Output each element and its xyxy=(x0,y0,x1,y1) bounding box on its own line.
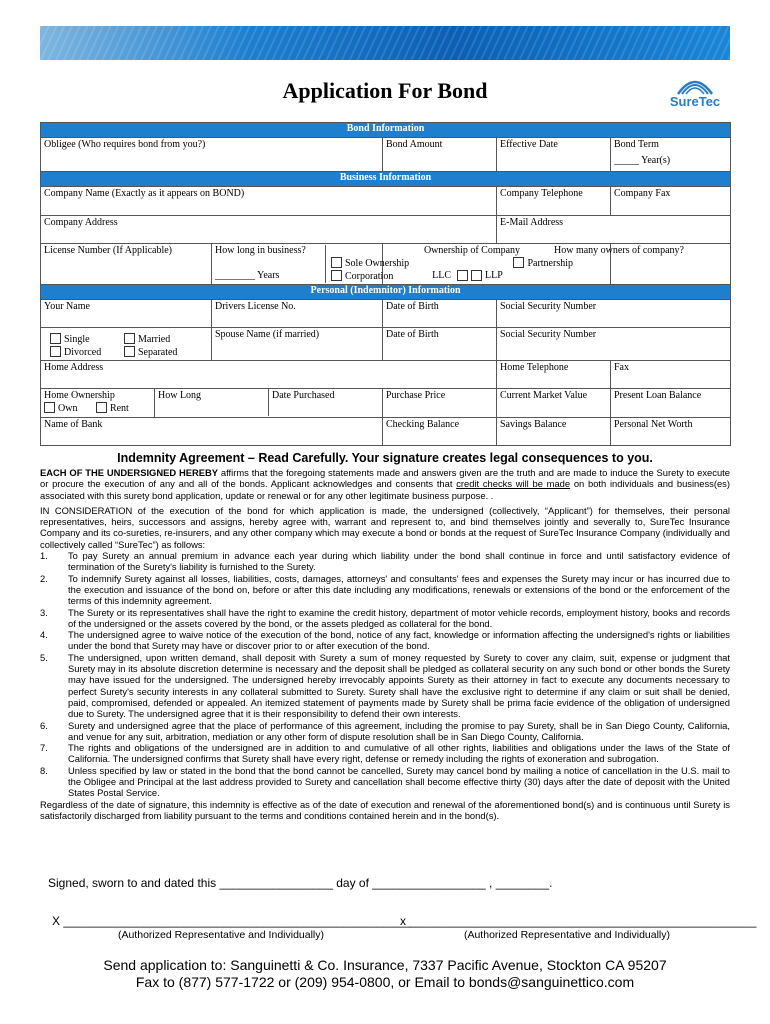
term-text: The Surety or its representatives shall have the right to examine the credit history, department of motor vehicle records, employment history, books and records of the undersigned or the assets covered by the bond, or the assets pledged as collateral for the bond. xyxy=(68,606,730,629)
agreement-term xyxy=(40,652,730,720)
company-fax-field[interactable] xyxy=(611,187,731,216)
term-text: The undersigned agree to waive notice of the execution of the bond, notice of any fact, knowledge or information affecting the undersigned's rights or liabilities under the bond that Surety may have or discover prior to or after execution of the bond. xyxy=(68,629,730,652)
home-telephone-label: Home Telephone xyxy=(500,362,569,373)
home-telephone-field[interactable] xyxy=(497,361,611,389)
separated-checkbox[interactable] xyxy=(124,346,135,357)
sole-ownership-checkbox[interactable] xyxy=(331,257,342,268)
term-text: To pay Surety an annual premium in advance each year during which liability under the bond shall continue in force and until satisfactory evidence of termination of the Surety's liability is furnished to the Surety. xyxy=(68,550,730,573)
company-telephone-label: Company Telephone xyxy=(500,188,583,199)
how-long-business-field[interactable] xyxy=(212,245,326,283)
license-number-label: License Number (If Applicable) xyxy=(44,245,173,256)
separated-label: Separated xyxy=(138,347,178,358)
company-address-field[interactable] xyxy=(41,216,497,244)
rent-label: Rent xyxy=(109,403,129,414)
term-number: 7. xyxy=(40,742,48,754)
partnership-label: Partnership xyxy=(527,258,573,269)
signature-caption-2: (Authorized Representative and Individually) xyxy=(463,929,671,941)
bond-amount-field[interactable] xyxy=(383,138,497,172)
term-number: 4. xyxy=(40,629,48,641)
single-label: Single xyxy=(64,334,90,345)
suretec-logo xyxy=(660,72,730,112)
effective-date-field[interactable] xyxy=(497,138,611,172)
how-long-field[interactable] xyxy=(155,389,269,416)
drivers-license-label: Drivers License No. xyxy=(215,301,296,312)
email-label: E-Mail Address xyxy=(500,217,564,228)
term-text: The undersigned, upon written demand, shall deposit with Surety a sum of money requested by Surety to cover any claim, suit, expense or judgment that Surety may in its absolute discretion determine is necessary and the deposit shall be pledged as collateral security on any such bond or other bonds the Surety may have issued for the undersigned. The undersigned hereby irrevocably appoints Surety as their attorney in fact to execute any documents necessary to perfect Surety's security interests in any collateral submitted to Surety. Surety shall have the exclusive right to determine if any claim or suit shall be denied, paid, compromised, defended or appealed. An itemized statement of payments made by Surety shall be prima facie evidence of the obligation of undersigned due to Surety. The undersigned agree that it is their responsibility to defend their own interests. xyxy=(68,651,730,720)
savings-balance-field[interactable] xyxy=(497,418,611,446)
llc-label: LLC xyxy=(432,270,451,281)
home-address-field[interactable] xyxy=(41,361,497,389)
agreement-term xyxy=(40,742,730,765)
married-checkbox[interactable] xyxy=(124,333,135,344)
signed-dated-line[interactable]: Signed, sworn to and dated this _________________ day of _________________ , ________. xyxy=(48,876,553,890)
rent-checkbox[interactable] xyxy=(96,402,107,413)
agreement-term xyxy=(40,629,730,652)
agreement-title: Indemnity Agreement – Read Carefully. Your signature creates legal consequences to you. xyxy=(117,451,653,465)
credit-check-notice: credit checks will be made xyxy=(456,478,571,490)
term-text: To indemnify Surety against all losses, liabilities, costs, damages, attorneys' and consultants' fees and expenses the Surety may incur or has incurred due to the execution and issuance of the bond on, before or after this date including any modifications, renewals or extensions of the bond or the enforcement of the terms of this indemnity agreement. xyxy=(68,572,730,607)
home-ownership-label: Home Ownership xyxy=(44,390,115,401)
fax-label: Fax xyxy=(614,362,629,373)
home-ownership-field xyxy=(41,389,155,418)
agreement-term xyxy=(40,765,730,799)
section-personal-information: Personal (Indemnitor) Information xyxy=(41,285,731,300)
spouse-name-label: Spouse Name (if married) xyxy=(215,329,320,340)
signature-line-2[interactable]: x ____________________________________________________ xyxy=(400,914,757,928)
agreement-term xyxy=(40,573,730,607)
how-long-date-cell xyxy=(155,389,383,418)
term-number: 6. xyxy=(40,719,48,731)
spouse-ssn-label: Social Security Number xyxy=(500,329,597,340)
llc-checkbox[interactable] xyxy=(457,270,468,281)
bank-name-field[interactable] xyxy=(41,418,383,446)
obligee-field[interactable] xyxy=(41,138,383,172)
company-fax-label: Company Fax xyxy=(614,188,671,199)
llp-checkbox[interactable] xyxy=(471,270,482,281)
checking-balance-label: Checking Balance xyxy=(386,419,460,430)
spouse-ssn-field[interactable] xyxy=(497,328,731,361)
purchase-price-field[interactable] xyxy=(383,389,497,418)
effective-date-label: Effective Date xyxy=(500,139,558,150)
net-worth-field[interactable] xyxy=(611,418,731,446)
bank-name-label: Name of Bank xyxy=(44,419,103,430)
net-worth-label: Personal Net Worth xyxy=(614,419,693,430)
ownership-label: Ownership of Company xyxy=(423,245,521,256)
signature-caption-1: (Authorized Representative and Individually) xyxy=(117,929,325,941)
fax-field[interactable] xyxy=(611,361,731,389)
purchase-price-label: Purchase Price xyxy=(386,390,446,401)
term-number: 2. xyxy=(40,572,48,584)
company-name-label: Company Name (Exactly as it appears on BOND) xyxy=(44,188,245,199)
agreement-closing: Regardless of the date of signature, this indemnity is effective as of the date of execution and renewal of the aforementioned bond(s) and is continuous until Surety is satisfactorily discharged from liability pursuant to the terms and conditions contained herein and in the bond(s). xyxy=(40,798,730,821)
loan-balance-field[interactable] xyxy=(611,389,731,418)
married-label: Married xyxy=(138,334,171,345)
savings-balance-label: Savings Balance xyxy=(500,419,567,430)
term-text: Surety and undersigned agree that the place of performance of this agreement, including the promise to pay Surety, shall be in San Diego County, California, and venue for any suit, arbitration, mediation or any other form of dispute resolution shall be in San Diego County, California. xyxy=(68,719,730,742)
market-value-label: Current Market Value xyxy=(500,390,588,401)
term-number: 1. xyxy=(40,550,48,562)
date-purchased-field[interactable] xyxy=(269,389,382,416)
logo-name: SureTec xyxy=(669,94,721,109)
owners-count-label: How many owners of company? xyxy=(554,245,684,256)
dob-label: Date of Birth xyxy=(386,301,439,312)
header-banner xyxy=(40,26,730,60)
term-text: Unless specified by law or stated in the bond that the bond cannot be cancelled, Surety may cancel bond by mailing a notice of cancellation in the U.S. mail to the Obligee and Principal at the last address provided to Surety and cancellation shall become effective thirty (30) days after the date of deposit with the United States Postal Service. xyxy=(68,764,730,799)
single-checkbox[interactable] xyxy=(50,333,61,344)
how-long-label: How Long xyxy=(158,390,202,401)
company-address-label: Company Address xyxy=(44,217,118,228)
date-purchased-label: Date Purchased xyxy=(272,390,335,401)
years-blank: ________ Years xyxy=(215,270,280,281)
agreement-lead xyxy=(40,467,730,501)
dob-field[interactable] xyxy=(383,300,497,328)
ssn-field[interactable] xyxy=(497,300,731,328)
agreement-term xyxy=(40,607,730,630)
your-name-field[interactable] xyxy=(41,300,212,328)
marital-status-field xyxy=(41,328,212,361)
section-bond-information: Bond Information xyxy=(41,123,731,138)
company-name-field[interactable] xyxy=(41,187,497,216)
bond-application-form xyxy=(40,122,731,446)
bond-term-label: Bond Term xyxy=(614,139,659,150)
term-number: 5. xyxy=(40,651,48,663)
own-checkbox[interactable] xyxy=(44,402,55,413)
footer-mail-address: Send application to: Sanguinetti & Co. Insurance, 7337 Pacific Avenue, Stockton CA 95207 xyxy=(103,957,667,973)
term-number: 3. xyxy=(40,606,48,618)
term-text: The rights and obligations of the undersigned are in addition to and cumulative of all other rights, liabilities and obligations under the laws of the State of California. The undersigned confirms that Surety shall have every right, defense or remedy including the rights of exoneration and subrogation. xyxy=(68,742,730,765)
corporation-checkbox[interactable] xyxy=(331,270,342,281)
agreement-terms-list xyxy=(40,550,730,799)
spouse-dob-label: Date of Birth xyxy=(386,329,439,340)
own-label: Own xyxy=(58,403,78,414)
banner-pattern xyxy=(40,26,730,60)
section-business-information: Business Information xyxy=(41,172,731,187)
how-long-business-label: How long in business? xyxy=(215,245,306,256)
spouse-dob-field[interactable] xyxy=(383,328,497,361)
owners-count-field[interactable] xyxy=(554,244,731,285)
bond-amount-label: Bond Amount xyxy=(386,139,443,150)
logo-arc-icon xyxy=(660,72,730,96)
drivers-license-field[interactable] xyxy=(212,300,383,328)
market-value-field[interactable] xyxy=(497,389,611,418)
bond-term-years: _____ Year(s) xyxy=(614,155,671,166)
divorced-label: Divorced xyxy=(64,347,102,358)
agreement-consideration: IN CONSIDERATION of the execution of the bond for which application is made, the undersigned (collectively, “Applicant”) for themselves, their personal representatives, heirs, successors and assigns, hereby agree with, warrant and represent to, and bind themselves jointly and severally to, SureTec Insurance Company and its co-sureties, re-insurers, and any other company which may execute a bond or bonds at the request of SureTec Insurance Company (individually and collectively called “SureTec”) as follows: xyxy=(40,504,730,550)
license-number-field[interactable] xyxy=(41,244,212,285)
partnership-checkbox[interactable] xyxy=(513,257,524,268)
agreement-lead-bold: EACH OF THE UNDERSIGNED HEREBY xyxy=(40,467,219,478)
agreement-lead-b: on both individuals and business(es) associated with this surety bond application, update or renewal or for any other legitimate business purpose. . xyxy=(40,478,730,501)
llp-label: LLP xyxy=(485,270,503,281)
your-name-label: Your Name xyxy=(44,301,90,312)
signature-line-1[interactable]: X ____________________________________________________ xyxy=(52,914,411,928)
email-field[interactable] xyxy=(497,216,731,244)
agreement-term xyxy=(40,550,730,573)
agreement-term xyxy=(40,720,730,743)
obligee-label: Obligee (Who requires bond from you?) xyxy=(44,139,206,150)
bond-term-field[interactable] xyxy=(611,138,731,172)
spouse-name-field[interactable] xyxy=(212,328,383,361)
checking-balance-field[interactable] xyxy=(383,418,497,446)
corporation-label: Corporation xyxy=(345,271,394,282)
sole-ownership-label: Sole Ownership xyxy=(345,258,410,269)
loan-balance-label: Present Loan Balance xyxy=(614,390,702,401)
footer-fax-email: Fax to (877) 577-1722 or (209) 954-0800, or Email to bonds@sanguinettico.com xyxy=(135,974,635,990)
agreement-body xyxy=(40,467,730,821)
ssn-label: Social Security Number xyxy=(500,301,597,312)
divorced-checkbox[interactable] xyxy=(50,346,61,357)
term-number: 8. xyxy=(40,764,48,776)
home-address-label: Home Address xyxy=(44,362,104,373)
agreement-lead-a: affirms that the foregoing statements made and answers given are the truth and are made to induce the Surety to execute or procure the execution of any and all of the bonds. Applicant acknowledges and consents that xyxy=(40,467,730,490)
company-telephone-field[interactable] xyxy=(497,187,611,216)
page-title: Application For Bond xyxy=(282,78,488,103)
